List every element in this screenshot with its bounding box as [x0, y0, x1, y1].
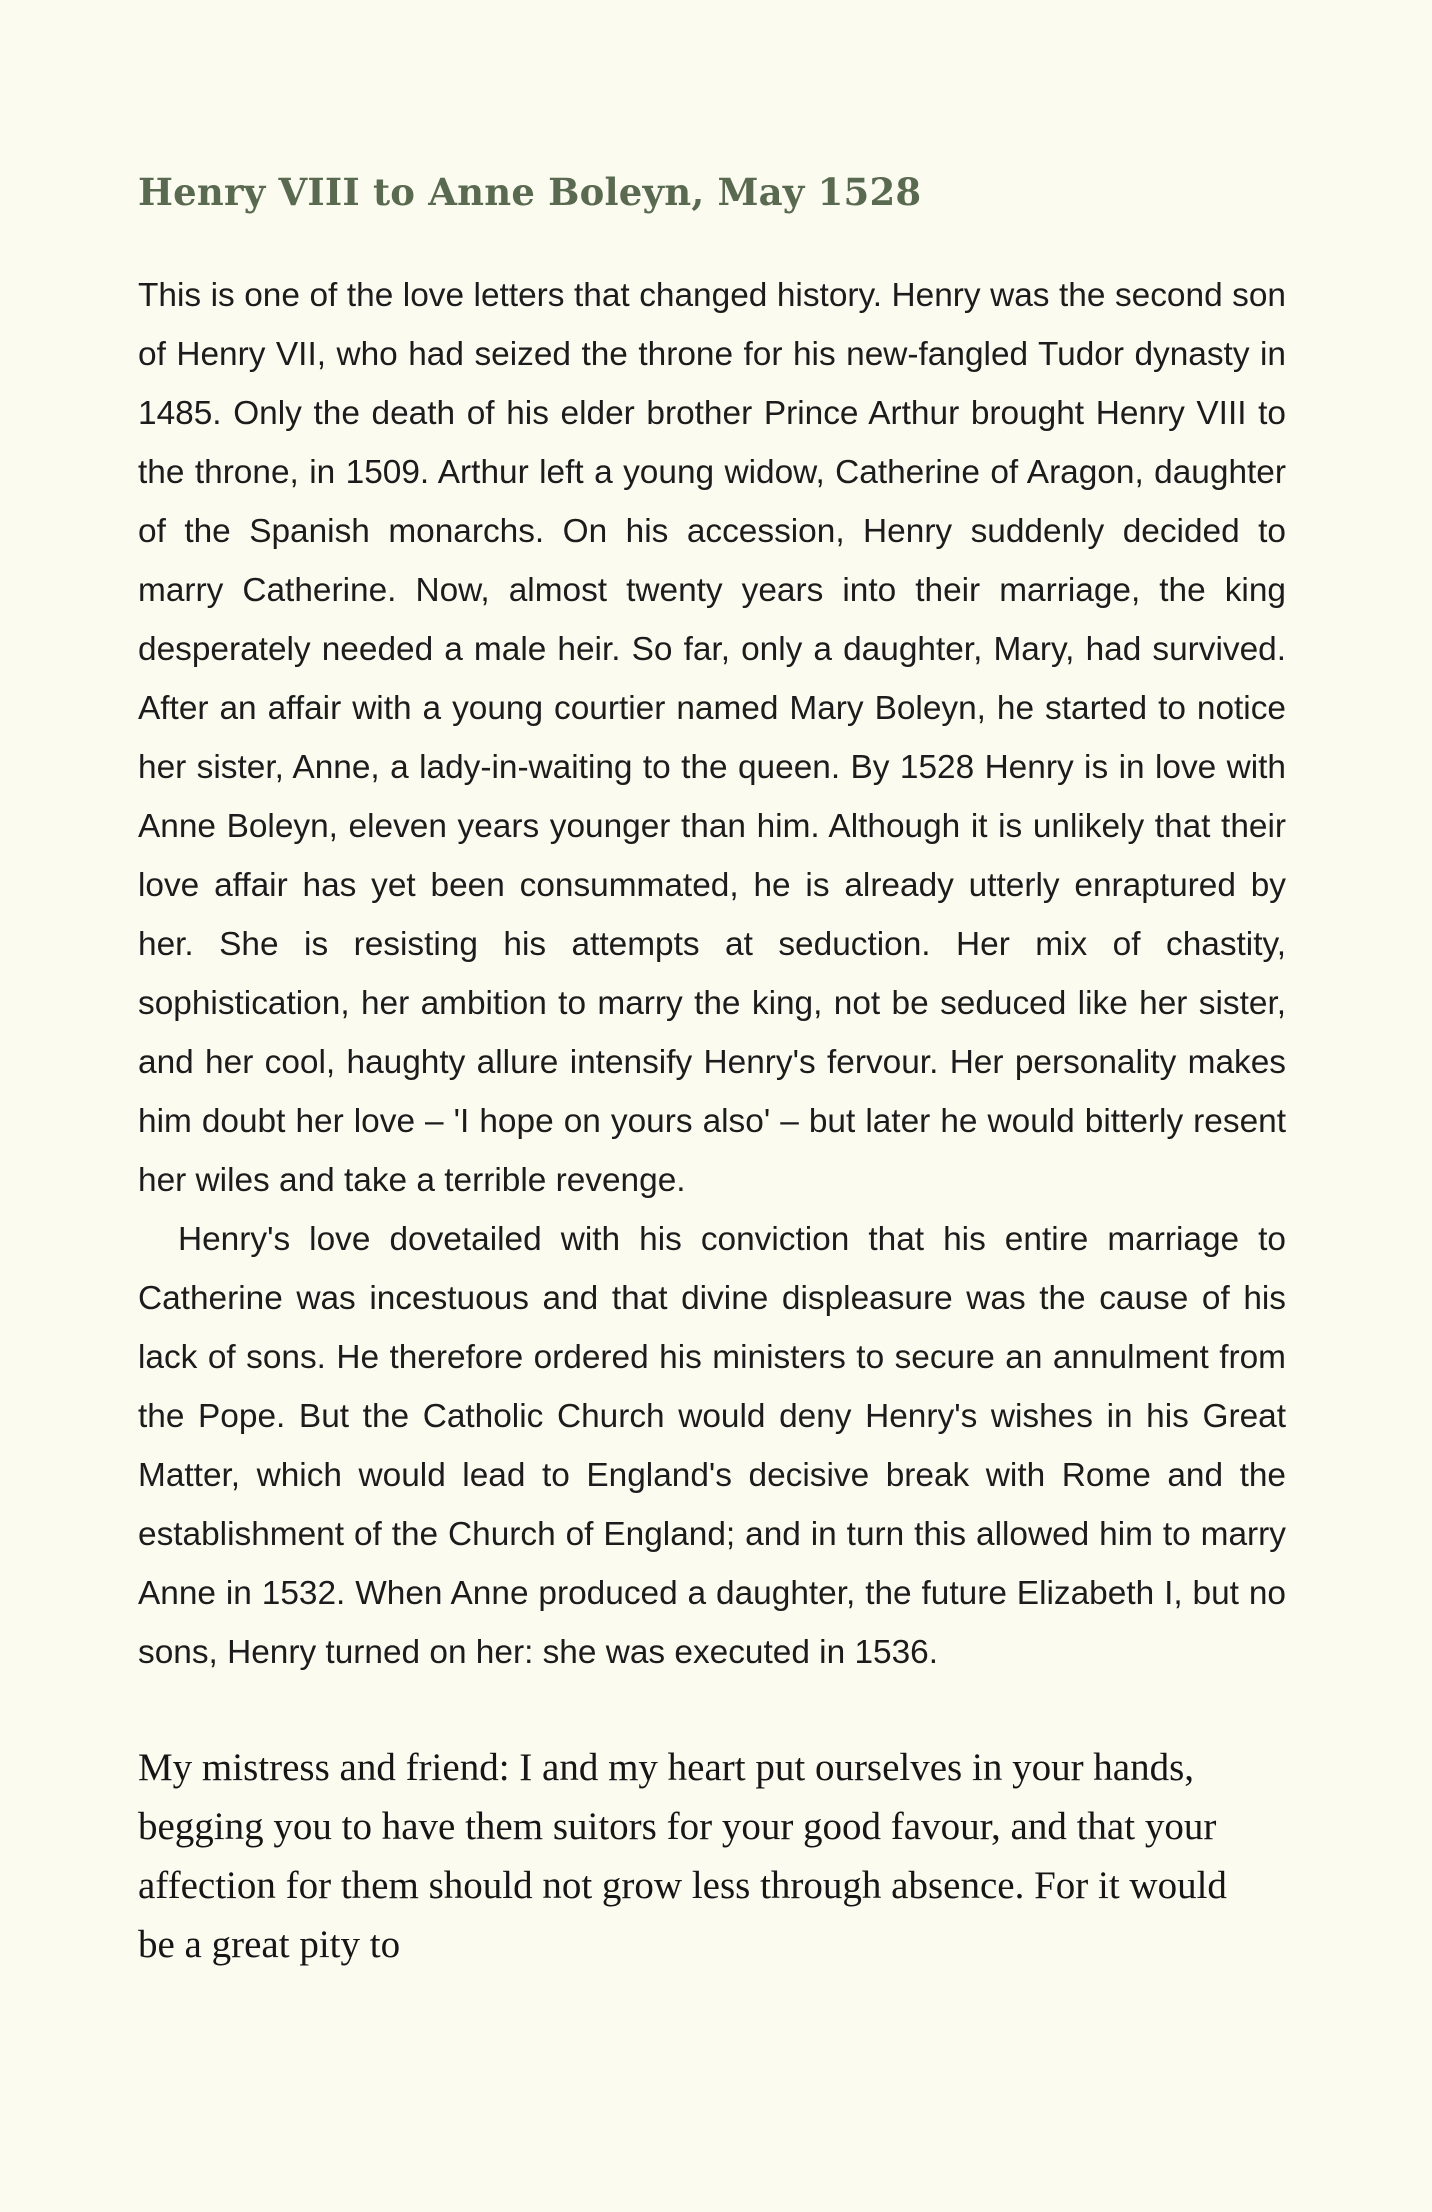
letter-paragraph: My mistress and friend: I and my heart put ourselves in your hands, begging you to have them suitors for your good favour, and that your affection for them should not grow less through absence. For it would be a great pity to — [138, 1746, 1227, 1966]
letter-text — [138, 1738, 1248, 1974]
page — [138, 170, 1286, 1974]
chapter-title: Henry VIII to Anne Boleyn, May 1528 — [138, 170, 922, 214]
intro-commentary — [138, 266, 1286, 1682]
intro-paragraph: Henry's love dovetailed with his conviction that his entire marriage to Catherine was incestuous and that divine displeasure was the cause of his lack of sons. He therefore ordered his ministers to secure an annulment from the Pope. But the Catholic Church would deny Henry's wishes in his Great Matter, which would lead to England's decisive break with Rome and the establishment of the Church of England; and in turn this allowed him to marry Anne in 1532. When Anne produced a daughter, the future Elizabeth I, but no sons, Henry turned on her: she was executed in 1536. — [138, 1221, 1286, 1671]
intro-paragraph: This is one of the love letters that changed history. Henry was the second son of Henry VII, who had seized the throne for his new-fangled Tudor dynasty in 1485. Only the death of his elder brother Prince Arthur brought Henry VIII to the throne, in 1509. Arthur left a young widow, Catherine of Aragon, daughter of the Spanish monarchs. On his accession, Henry suddenly decided to marry Catherine. Now, almost twenty years into their marriage, the king desperately needed a male heir. So far, only a daughter, Mary, had survived. After an affair with a young courtier named Mary Boleyn, he started to notice her sister, Anne, a lady-in-waiting to the queen. By 1528 Henry is in love with Anne Boleyn, eleven years younger than him. Although it is unlikely that their love affair has yet been consummated, he is already utterly enraptured by her. She is resisting his attempts at seduction. Her mix of chastity, sophistication, her ambition to marry the king, not be seduced like her sister, and her cool, haughty allure intensify Henry's fervour. Her personality makes him doubt her love – 'I hope on yours also' – but later he would bitterly resent her wiles and take a terrible revenge. — [138, 277, 1286, 1199]
